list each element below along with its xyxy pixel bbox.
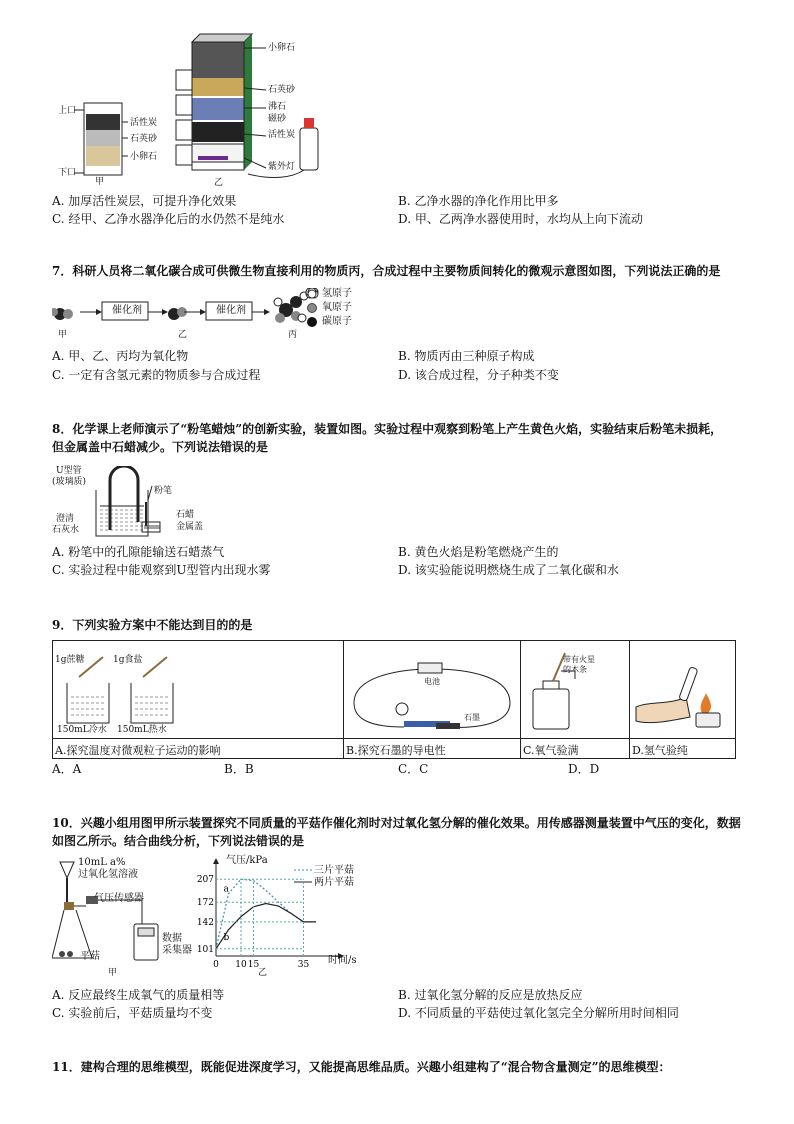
q8-option-d: D. 该实验能说明燃烧生成了二氧化碳和水 <box>398 563 619 577</box>
caption-jia: 甲 <box>95 177 105 187</box>
legend-series-b: 两片平菇 <box>314 877 354 888</box>
label-wax: 石蜡 <box>176 510 195 520</box>
q9c-stick: 带有火星 <box>563 655 595 664</box>
y-axis-arrow <box>213 858 219 864</box>
hydrogen-test-figure <box>630 647 738 737</box>
q7-option-d: D. 该合成过程，分子种类不变 <box>398 368 559 382</box>
q9-caption-b-cell <box>344 739 521 759</box>
q10-option-c: C. 实验前后，平菇质量均不变 <box>52 1006 213 1020</box>
q9-option-a: A．A <box>52 762 82 776</box>
series-label-b: b <box>223 932 230 943</box>
q9c-stick-2: 的木条 <box>563 665 587 674</box>
q9-stem: 9．下列实验方案中不能达到目的的是 <box>52 618 253 632</box>
q9-cell-a <box>53 641 344 739</box>
q6-option-c: C. 经甲、乙净水器净化后的水仍然不是纯水 <box>52 212 285 226</box>
q9-cell-b <box>344 641 521 739</box>
q9a-hot-water: 150mL热水 <box>117 725 167 735</box>
q7-catalyst-2: 催化剂 <box>216 305 246 316</box>
q10-option-b: B. 过氧化氢分解的反应是放热反应 <box>398 988 583 1002</box>
label-r3: 沸石 <box>268 102 287 112</box>
q9-caption-d: D.氢气验纯 <box>632 744 688 757</box>
x-tick-label: 0 <box>213 960 219 970</box>
q7-catalyst-1: 催化剂 <box>112 305 142 316</box>
y-tick-label: 142 <box>196 917 214 928</box>
q9-caption-c: C.氧气验满 <box>523 744 579 757</box>
label-top-inlet: 上口 <box>58 106 77 116</box>
label-r4: 磁砂 <box>268 114 287 124</box>
q9-caption-b: B.探究石墨的导电性 <box>346 744 446 757</box>
chart-xlabel: 时间/s <box>328 955 357 966</box>
caption-yi: 乙 <box>214 178 224 188</box>
q9b-battery: 电池 <box>424 677 440 686</box>
purifier-jia <box>74 103 128 175</box>
q10-collector-2: 采集器 <box>162 945 192 956</box>
water-purifier-figure <box>52 30 352 190</box>
label-quartz: 石英砂 <box>130 134 158 144</box>
q7-option-c: C. 一定有含氢元素的物质参与合成过程 <box>52 368 261 382</box>
label-utube: U型管 <box>56 466 82 476</box>
label-limewater-1: 澄清 <box>56 514 75 524</box>
q9-cell-c <box>521 641 630 739</box>
series-line-a <box>216 879 316 949</box>
label-limewater-2: 石灰水 <box>52 525 80 535</box>
x-tick-label: 10 <box>235 960 247 970</box>
q9-cell-d <box>630 641 736 739</box>
label-chalk: 粉笔 <box>154 486 173 496</box>
q6-option-b: B. 乙净水器的净化作用比甲多 <box>398 194 559 208</box>
label-bottom-outlet: 下口 <box>58 168 77 178</box>
q9-caption-d-cell <box>630 739 736 759</box>
circuit-figure <box>344 655 520 735</box>
q10-solution: 过氧化氢溶液 <box>78 869 138 880</box>
q9b-graphite: 石墨 <box>464 713 480 722</box>
label-r6: 紫外灯 <box>268 162 296 172</box>
label-utube-glass: (玻璃质) <box>52 477 87 487</box>
series-label-a: a <box>223 884 229 895</box>
q9a-cold-water: 150mL冷水 <box>57 725 107 735</box>
q6-option-a: A. 加厚活性炭层，可提升净化效果 <box>52 194 237 208</box>
q10-caption-jia: 甲 <box>108 968 118 978</box>
y-tick-label: 101 <box>196 944 214 955</box>
label-pebble: 小卵石 <box>130 152 158 162</box>
q9-option-c: C．C <box>398 762 429 776</box>
q7-label-yi: 乙 <box>178 330 188 340</box>
q7-legend-symbols <box>305 288 319 328</box>
legend-oxygen: 氧原子 <box>322 302 352 313</box>
q8-stem-line1: 8．化学课上老师演示了“粉笔蜡烛”的创新实验，装置如图。实验过程中观察到粉笔上产生黄色火焰，实验结束后粉笔未损耗， <box>52 422 723 436</box>
legend-series-a: 三片平菇 <box>314 865 354 876</box>
q9-caption-a-cell <box>53 739 344 759</box>
q9-caption-a: A.探究温度对微观粒子运动的影响 <box>55 744 221 757</box>
q9-option-b: B．B <box>224 762 254 776</box>
label-r2: 石英砂 <box>268 85 296 95</box>
q8-option-c: C. 实验过程中能观察到U型管内出现水雾 <box>52 563 271 577</box>
x-tick-label: 15 <box>247 960 260 970</box>
label-metal-cap: 金属盖 <box>176 522 204 532</box>
label-carbon: 活性炭 <box>130 118 158 128</box>
q10-option-d: D. 不同质量的平菇使过氧化氢完全分解所用时间相同 <box>398 1006 679 1020</box>
q8-stem-line2: 但金属盖中石蜡减少。下列说法错误的是 <box>52 440 269 454</box>
q9-experiment-table <box>52 640 736 759</box>
x-tick-label: 35 <box>297 960 310 970</box>
q8-option-b: B. 黄色火焰是粉笔燃烧产生的 <box>398 545 559 559</box>
q10-collector-1: 数据 <box>162 933 182 944</box>
q7-label-jia: 甲 <box>58 330 68 340</box>
label-r1: 小卵石 <box>268 43 296 53</box>
chart-series <box>216 870 316 949</box>
q8-option-a: A. 粉笔中的孔隙能输送石蜡蒸气 <box>52 545 225 559</box>
y-tick-label: 172 <box>196 898 214 909</box>
q10-stem-line1: 10．兴趣小组用图甲所示装置探究不同质量的平菇作催化剂时对过氧化氢分解的催化效果。用传感器测量装置中气压的变化，数据 <box>52 816 741 830</box>
chart-ylabel: 气压/kPa <box>226 855 268 866</box>
q7-label-bing: 丙 <box>288 330 298 340</box>
legend-carbon: 碳原子 <box>322 316 352 327</box>
y-tick-label: 207 <box>196 875 214 886</box>
q10-mushroom: 平菇 <box>80 951 100 962</box>
q11-stem: 11．建构合理的思维模型，既能促进深度学习，又能提高思维品质。兴趣小组建构了“混合物含量测定”的思维模型： <box>52 1060 671 1074</box>
q9-caption-c-cell <box>521 739 630 759</box>
q7-option-b: B. 物质丙由三种原子构成 <box>398 349 535 363</box>
q10-option-a: A. 反应最终生成氧气的质量相等 <box>52 988 225 1002</box>
q7-option-a: A. 甲、乙、丙均为氧化物 <box>52 349 189 363</box>
q10-caption-yi: 乙 <box>258 968 268 978</box>
q6-option-d: D. 甲、乙两净水器使用时，水均从上向下流动 <box>398 212 643 226</box>
q9a-sugar: 1g蔗糖 <box>55 655 85 665</box>
label-r5: 活性炭 <box>268 130 296 140</box>
q10-sensor: 气压传感器 <box>94 893 144 904</box>
q7-stem: 7．科研人员将二氧化碳合成可供微生物直接利用的物质丙，合成过程中主要物质间转化的微观示意图如图，下列说法正确的是 <box>52 264 721 278</box>
legend-hydrogen: 氢原子 <box>322 288 352 299</box>
q10-stem-line2: 如图乙所示。结合曲线分析，下列说法错误的是 <box>52 834 305 848</box>
q9-option-d: D．D <box>568 762 600 776</box>
purifier-yi <box>176 34 318 177</box>
series-line-b <box>216 904 316 949</box>
q10-volume: 10mL a% <box>78 857 126 868</box>
q9a-salt: 1g食盐 <box>113 655 143 665</box>
